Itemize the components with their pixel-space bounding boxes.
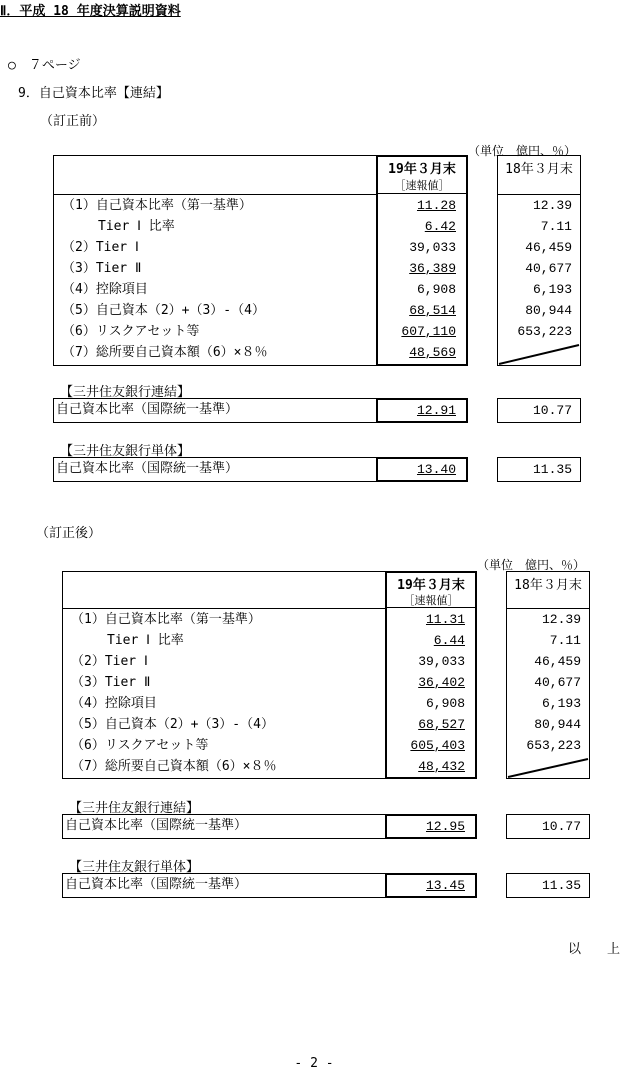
row-label: （1）自己資本比率（第一基準） [71, 612, 261, 627]
before-prev-value: 80,944 [525, 303, 572, 318]
before-current-value: 11.28 [416, 198, 456, 213]
before-consolidated-prev: 10.77 [532, 403, 572, 418]
before-consolidated-current: 12.91 [416, 403, 456, 418]
after-consolidated-prev: 10.77 [541, 819, 581, 834]
before-prev-value: 46,459 [525, 240, 572, 255]
after-current-value: 11.31 [425, 612, 465, 627]
units-label: （単位 億円、％） [477, 558, 586, 572]
before-current-value: 48,569 [409, 345, 456, 360]
after-current-value: 48,432 [418, 759, 465, 774]
page-number: - 2 - [294, 1056, 334, 1070]
after-prev-value: 46,459 [534, 654, 581, 669]
row-label: （1）自己資本比率（第一基準） [62, 198, 252, 213]
before-current-value: 39,033 [409, 240, 456, 255]
after-prev-value: 653,223 [526, 738, 581, 753]
after-prev-value: 7.11 [549, 633, 581, 648]
after-standalone-prev: 11.35 [541, 878, 581, 893]
after-prev-value: 40,677 [534, 675, 581, 690]
after-prev-value: 12.39 [541, 612, 581, 627]
row-label: （2）Tier Ⅰ [62, 240, 139, 255]
before-label-header [53, 155, 377, 195]
after-current-value: 39,033 [418, 654, 465, 669]
row-label: （5）自己資本（2）+（3）-（4） [62, 303, 265, 318]
intl-ratio-label: 自己資本比率（国際統一基準） [56, 402, 239, 417]
bank-consolidated-label: 【三井住友銀行連結】 [60, 385, 191, 400]
before-prev-value: 12.39 [532, 198, 572, 213]
before-current-value: 6,908 [416, 282, 456, 297]
after-current-value: 36,402 [418, 675, 465, 690]
row-label: （4）控除項目 [71, 696, 157, 711]
before-current-value: 36,389 [409, 261, 456, 276]
not-applicable-diagonal [506, 757, 590, 779]
before-heading: （訂正前） [40, 114, 106, 129]
row-label: （6）リスクアセット等 [71, 738, 209, 753]
before-prev-value: 7.11 [540, 219, 572, 234]
before-col-prev-header: 18年３月末 [505, 162, 573, 177]
row-label: （7）総所要自己資本額（6）×８％ [71, 759, 277, 774]
after-consolidated-current: 12.95 [425, 819, 465, 834]
after-current-value: 605,403 [410, 738, 465, 753]
before-standalone-prev: 11.35 [532, 462, 572, 477]
row-label: （7）総所要自己資本額（6）×８％ [62, 345, 268, 360]
after-current-value: 6.44 [433, 633, 465, 648]
after-prev-value: 80,944 [534, 717, 581, 732]
row-label: （3）Tier Ⅱ [62, 261, 142, 276]
page-reference: ○ ７ページ [8, 58, 81, 73]
row-label: （3）Tier Ⅱ [71, 675, 151, 690]
row-label: （5）自己資本（2）+（3）-（4） [71, 717, 274, 732]
before-prev-value: 653,223 [517, 324, 572, 339]
before-header-divider [376, 193, 468, 194]
before-prev-value: 40,677 [525, 261, 572, 276]
before-prev-value: 6,193 [532, 282, 572, 297]
after-col-current-header: 19年３月末 [397, 578, 465, 593]
before-current-value: 68,514 [409, 303, 456, 318]
intl-ratio-label: 自己資本比率（国際統一基準） [65, 818, 248, 833]
row-label: Tier Ⅰ 比率 [98, 219, 175, 234]
row-label: （2）Tier Ⅰ [71, 654, 148, 669]
row-label: （4）控除項目 [62, 282, 148, 297]
document-title: Ⅱ．平成 18 年度決算説明資料 [0, 4, 181, 19]
closing-mark: 以 上 [568, 942, 621, 957]
bank-standalone-label: 【三井住友銀行単体】 [69, 860, 200, 875]
after-current-value: 68,527 [418, 717, 465, 732]
after-label-header [62, 571, 386, 609]
bank-consolidated-label: 【三井住友銀行連結】 [69, 801, 200, 816]
after-col-prev-header: 18年３月末 [514, 578, 582, 593]
before-standalone-current: 13.40 [416, 462, 456, 477]
bank-standalone-label: 【三井住友銀行単体】 [60, 444, 191, 459]
after-heading: （訂正後） [36, 526, 102, 541]
section-title: 9．自己資本比率【連結】 [18, 86, 169, 101]
not-applicable-diagonal [497, 343, 581, 366]
row-label: Tier Ⅰ 比率 [107, 633, 184, 648]
row-label: （6）リスクアセット等 [62, 324, 200, 339]
after-standalone-current: 13.45 [425, 878, 465, 893]
intl-ratio-label: 自己資本比率（国際統一基準） [65, 877, 248, 892]
after-current-value: 6,908 [425, 696, 465, 711]
before-col-current-header: 19年３月末 [388, 162, 456, 177]
intl-ratio-label: 自己資本比率（国際統一基準） [56, 461, 239, 476]
before-current-value: 6.42 [424, 219, 456, 234]
before-col-current-subheader: ［速報値］ [394, 179, 450, 192]
after-prev-value: 6,193 [541, 696, 581, 711]
units-label: （単位 億円、％） [468, 144, 577, 158]
before-current-value: 607,110 [401, 324, 456, 339]
after-col-current-subheader: ［速報値］ [403, 594, 459, 607]
